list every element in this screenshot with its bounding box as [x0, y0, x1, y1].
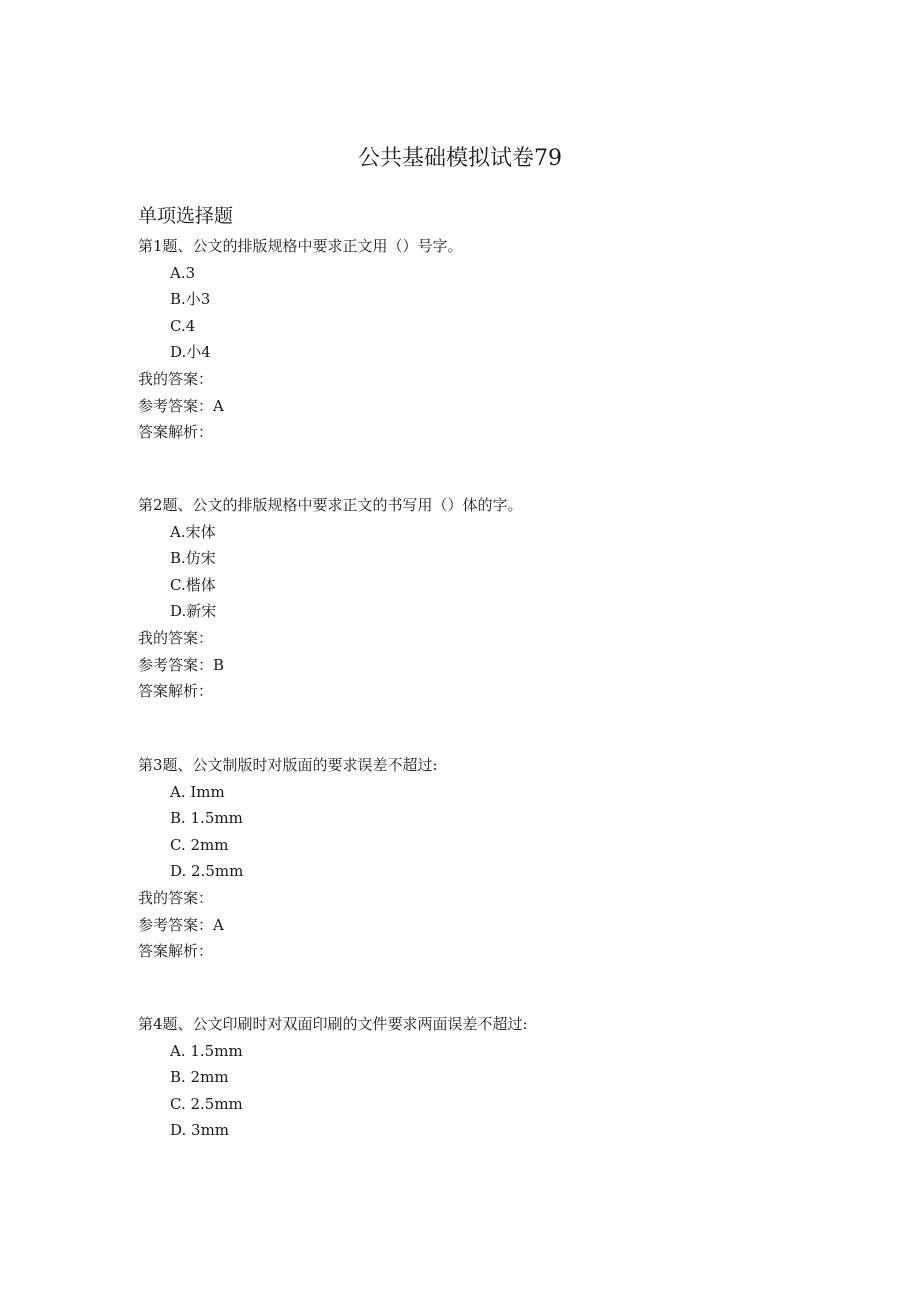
- question-stem: 第3题、公文制版时对版面的要求误差不超过:: [138, 756, 438, 774]
- option-c: C.楷体: [170, 575, 216, 594]
- option-d: D.小4: [170, 343, 211, 362]
- reference-answer: 参考答案：A: [138, 915, 224, 934]
- my-answer-label: 我的答案：: [138, 369, 214, 388]
- option-b: B.小3: [170, 290, 211, 309]
- option-a: A.宋体: [170, 522, 216, 541]
- explanation-label: 答案解析：: [138, 423, 214, 442]
- question-stem: 第2题、公文的排版规格中要求正文的书写用（）体的字。: [138, 496, 523, 514]
- explanation-label: 答案解析：: [138, 682, 214, 701]
- option-a: A. Imm: [170, 782, 225, 801]
- my-answer-label: 我的答案：: [138, 888, 214, 907]
- option-c: C.4: [170, 316, 196, 335]
- question-stem: 第1题、公文的排版规格中要求正文用（）号字。: [138, 237, 463, 255]
- option-c: C. 2mm: [170, 835, 229, 854]
- option-b: B. 2mm: [170, 1068, 229, 1087]
- question-stem: 第4题、公文印刷时对双面印刷的文件要求两面误差不超过:: [138, 1015, 528, 1033]
- option-d: D.新宋: [170, 602, 217, 621]
- my-answer-label: 我的答案：: [138, 628, 214, 647]
- option-d: D. 2.5mm: [170, 862, 244, 881]
- reference-answer: 参考答案：B: [138, 655, 225, 674]
- option-a: A. 1.5mm: [170, 1041, 243, 1060]
- page-title: 公共基础模拟试卷79: [358, 146, 562, 171]
- question-2: [138, 492, 838, 705]
- option-d: D. 3mm: [170, 1121, 230, 1140]
- question-3: [138, 752, 838, 965]
- option-b: B.仿宋: [170, 549, 216, 568]
- question-4: [138, 1011, 838, 1144]
- option-b: B. 1.5mm: [170, 809, 243, 828]
- question-1: [138, 233, 838, 446]
- section-heading: 单项选择题: [138, 205, 234, 227]
- option-a: A.3: [170, 263, 196, 282]
- reference-answer: 参考答案：A: [138, 396, 224, 415]
- explanation-label: 答案解析：: [138, 942, 214, 961]
- option-c: C. 2.5mm: [170, 1094, 243, 1113]
